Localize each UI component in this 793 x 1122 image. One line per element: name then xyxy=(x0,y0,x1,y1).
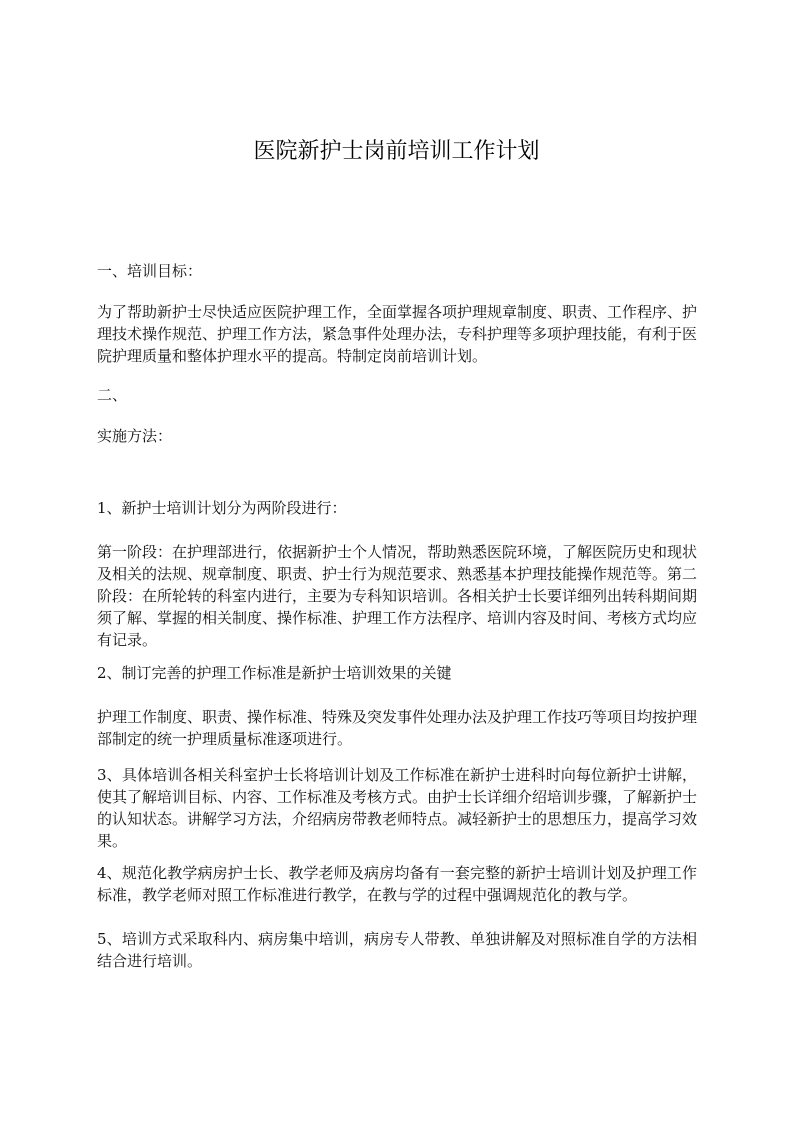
item5-paragraph: 5、培训方式采取科内、病房集中培训，病房专人带教、单独讲解及对照标准自学的方法相结合进行培训。 xyxy=(97,930,697,970)
item2-heading: 2、制订完善的护理工作标准是新护士培训效果的关键 xyxy=(97,664,452,682)
section2-number: 二、 xyxy=(97,386,128,404)
item3-paragraph: 3、具体培训各相关科室护士长将培训计划及工作标准在新护士进科时向每位新护士讲解，使其了解培训目标、内容、工作标准及考核方式。由护士长详细介绍培训步骤，了解新护士的认知状态。讲解学习方法，介绍病房带教老师特点。减轻新护士的思想压力，提高学习效果。 xyxy=(97,766,698,850)
item1-heading: 1、新护士培训计划分为两阶段进行： xyxy=(97,499,347,517)
item4-paragraph: 4、规范化教学病房护士长、教学老师及病房均备有一套完整的新护士培训计划及护理工作标准，教学老师对照工作标准进行教学，在教与学的过程中强调规范化的教与学。 xyxy=(97,864,697,904)
document-title: 医院新护士岗前培训工作计划 xyxy=(253,139,540,164)
section2-heading: 实施方法： xyxy=(97,427,173,445)
section1-body: 为了帮助新护士尽快适应医院护理工作，全面掌握各项护理规章制度、职责、工作程序、护理技术操作规范、护理工作方法，紧急事件处理办法，专科护理等多项护理技能，有利于医院护理质量和整体护理水平的提高。特制定岗前培训计划。 xyxy=(97,303,698,365)
item2-body: 护理工作制度、职责、操作标准、特殊及突发事件处理办法及护理工作技巧等项目均按护理部制定的统一护理质量标准逐项进行。 xyxy=(97,708,698,748)
section1-heading: 一、培训目标： xyxy=(97,262,203,280)
item1-body: 第一阶段：在护理部进行，依据新护士个人情况，帮助熟悉医院环境，了解医院历史和现状及相关的法规、规章制度、职责、护士行为规范要求、熟悉基本护理技能操作规范等。第二阶段：在所轮转的科室内进行，主要为专科知识培训。各相关护士长要详细列出转科期间期须了解、掌握的相关制度、操作标准、护理工作方法程序、培训内容及时间、考核方式均应有记录。 xyxy=(97,543,698,649)
